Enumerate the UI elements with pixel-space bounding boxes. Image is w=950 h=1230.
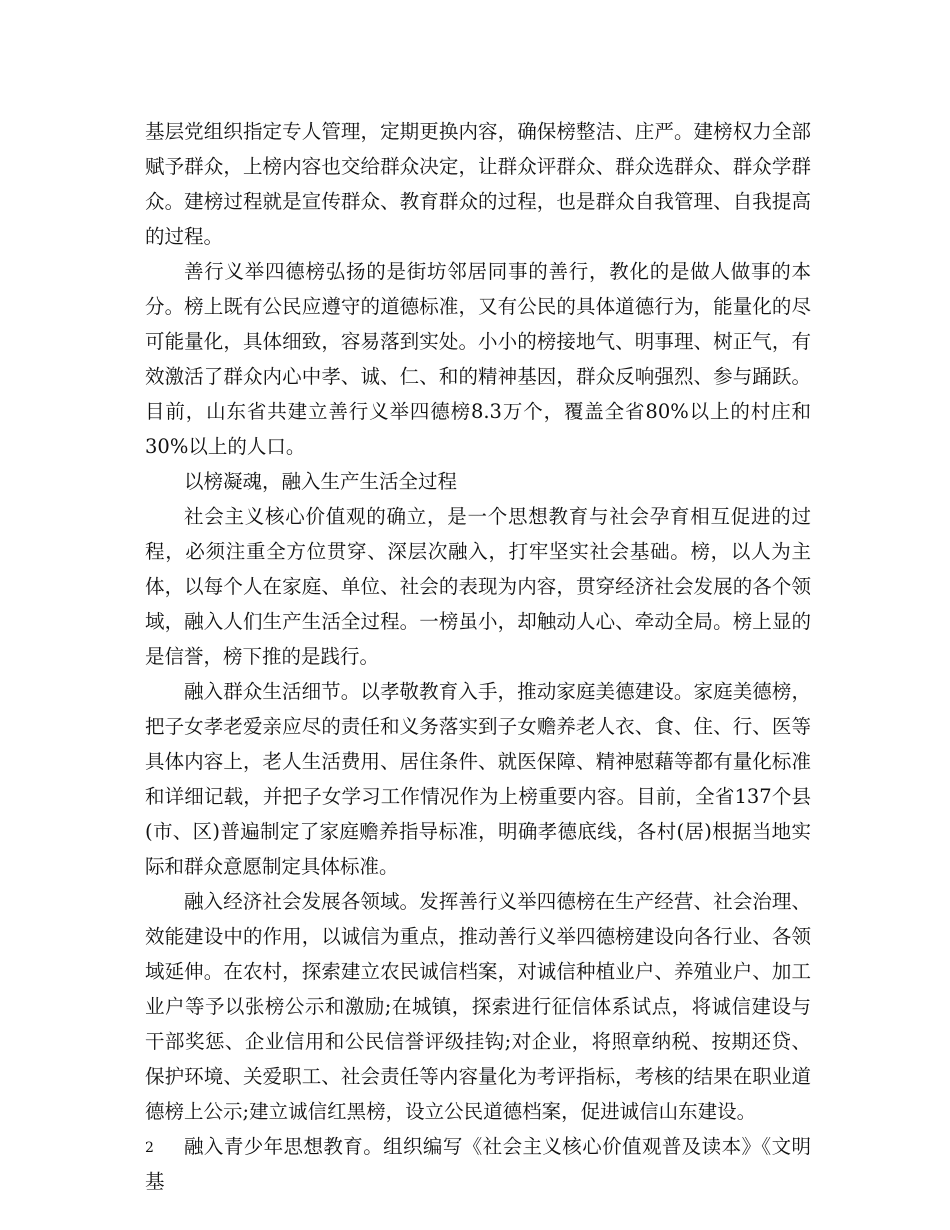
section-heading: 以榜凝魂，融入生产生活全过程 <box>184 470 458 493</box>
paragraph: 融入经济社会发展各领域。发挥善行义举四德榜在生产经营、社会治理、效能建设中的作用，以诚信为重点，推动善行义举四德榜建设向各行业、各领域延伸。在农村，探索建立农民诚信档案，对诚信种植业户、养殖业户、加工业户等予以张榜公示和激励;在城镇，探索进行征信体系试点，将诚信建设与干部奖惩、企业信用和公民信誉评级挂钩;对企业，将照章纳税、按期还贷、保护环境、关爱职工、社会责任等内容量化为考评指标，考核的结果在职业道德榜上公示;建立诚信红黑榜，设立公民道德档案，促进诚信山东建设。 <box>145 890 811 1123</box>
body-text <box>145 114 811 1199</box>
paragraph-continued: 基层党组织指定专人管理，定期更换内容，确保榜整洁、庄严。建榜权力全部赋予群众，上榜内容也交给群众决定，让群众评群众、群众选群众、群众学群众。建榜过程就是宣传群众、教育群众的过程，也是群众自我管理、自我提高的过程。 <box>145 120 811 248</box>
paragraph: 社会主义核心价值观的确立，是一个思想教育与社会孕育相互促进的过程，必须注重全方位贯穿、深层次融入，打牢坚实社会基础。榜，以人为主体，以每个人在家庭、单位、社会的表现为内容，贯穿经济社会发展的各个领域，融入人们生产生活全过程。一榜虽小，却触动人心、牵动全局。榜上显的是信誉，榜下推的是践行。 <box>145 505 811 668</box>
paragraph: 善行义举四德榜弘扬的是街坊邻居同事的善行，教化的是做人做事的本分。榜上既有公民应遵守的道德标准，又有公民的具体道德行为，能量化的尽可能量化，具体细致，容易落到实处。小小的榜接地气、明事理、树正气，有效激活了群众内心中孝、诚、仁、和的精神基因，群众反响强烈、参与踊跃。目前，山东省共建立善行义举四德榜8.3万个，覆盖全省80%以上的村庄和30%以上的人口。 <box>145 260 811 458</box>
paragraph: 融入青少年思想教育。组织编写《社会主义核心价值观普及读本》《文明基 <box>145 1135 811 1193</box>
paragraph: 融入群众生活细节。以孝敬教育入手，推动家庭美德建设。家庭美德榜，把子女孝老爱亲应尽的责任和义务落实到子女赡养老人衣、食、住、行、医等具体内容上，老人生活费用、居住条件、就医保障、精神慰藉等都有量化标准和详细记载，并把子女学习工作情况作为上榜重要内容。目前，全省137个县(市、区)普遍制定了家庭赡养指导标准，明确孝德底线，各村(居)根据当地实际和群众意愿制定具体标准。 <box>145 680 811 878</box>
page-number: 2 <box>145 1140 154 1156</box>
